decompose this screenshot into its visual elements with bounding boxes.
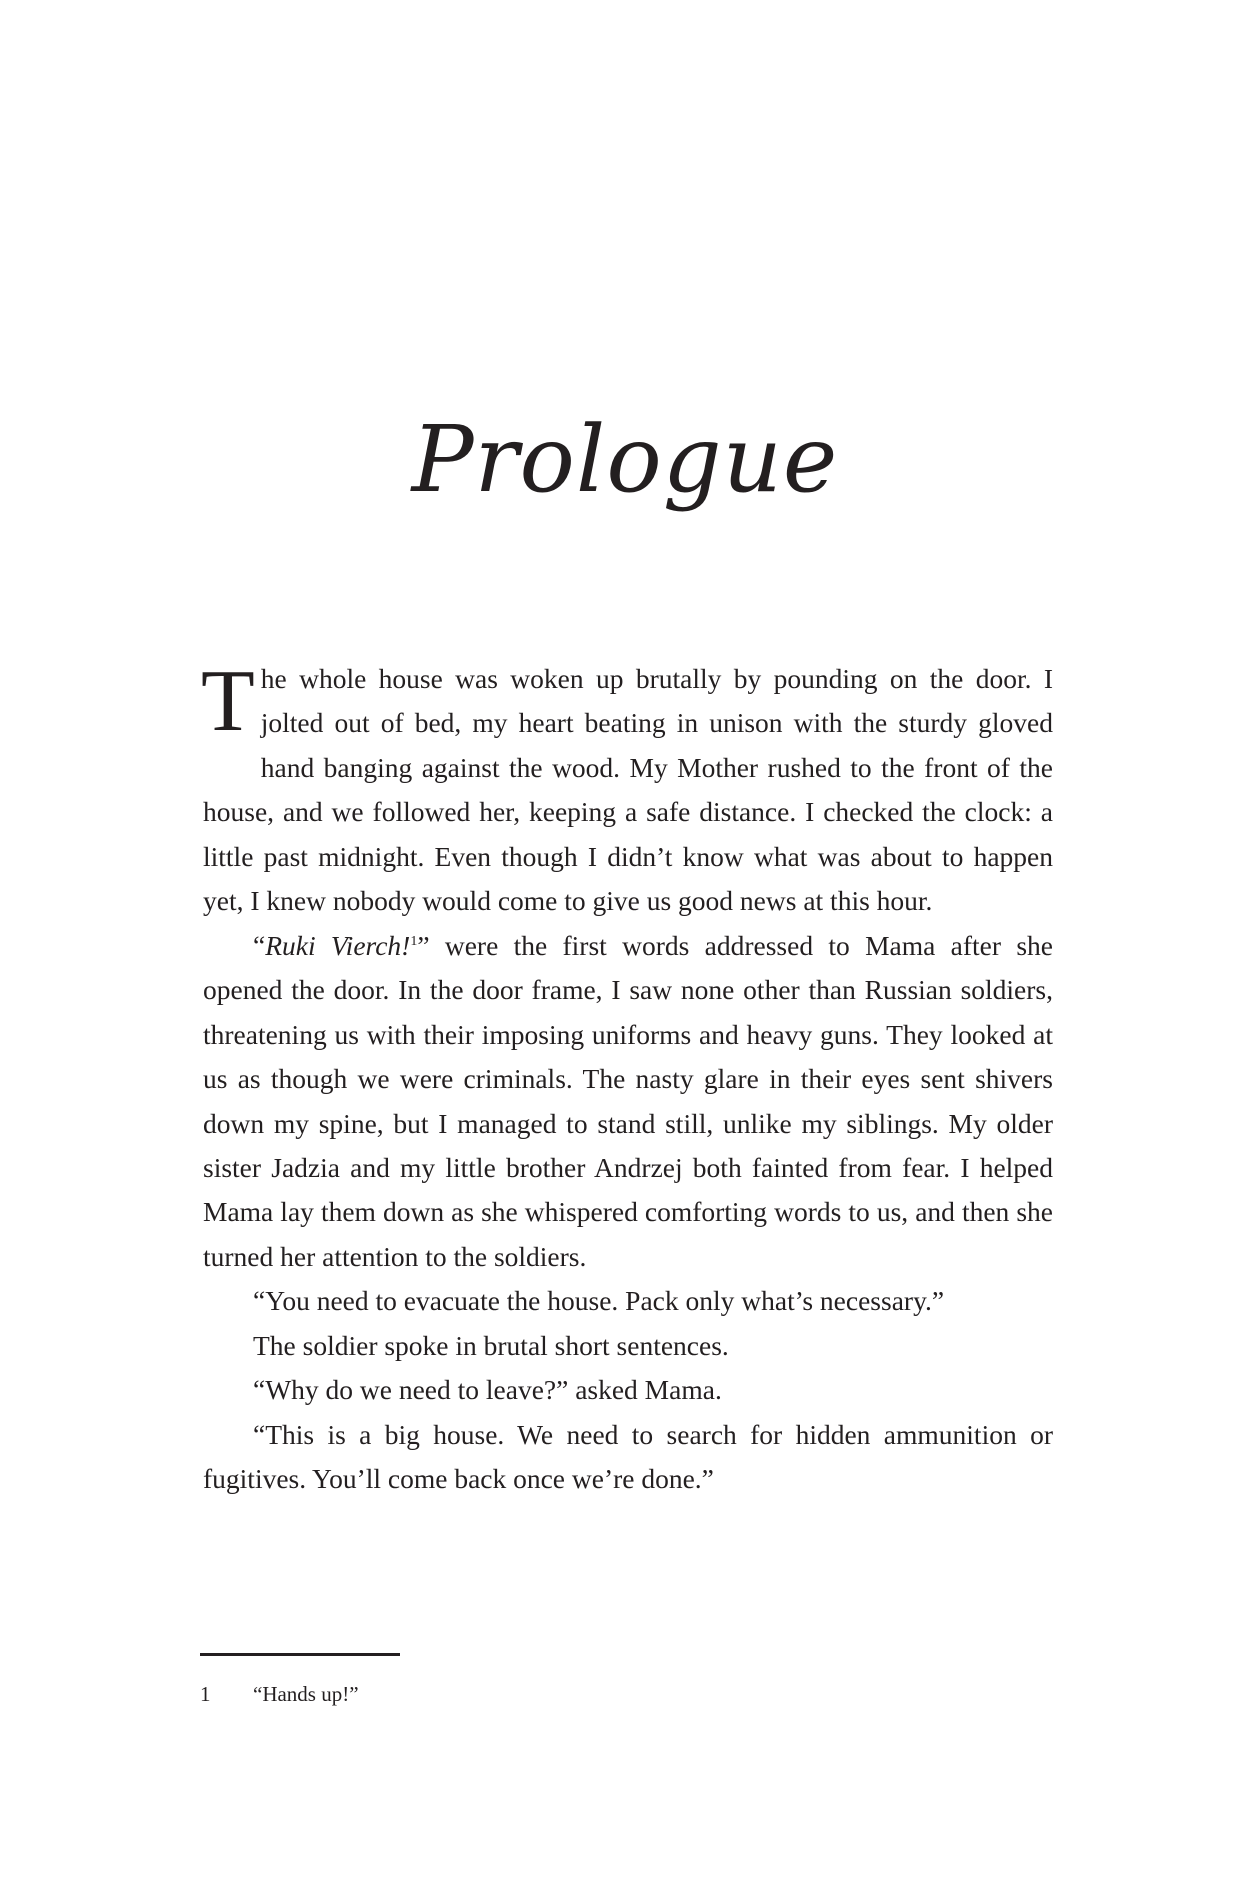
open-quote: “: [253, 929, 266, 961]
footnote-1: [200, 1680, 359, 1708]
paragraph-4: The soldier spoke in brutal short sentences.: [253, 1329, 729, 1361]
paragraph-6: “This is a big house. We need to search for hidden ammunition or fugitives. You’ll come back once we’re done.”: [203, 1418, 1053, 1495]
chapter-body: [201, 653, 1053, 1502]
footnote-number: 1: [200, 1682, 211, 1706]
footnote-divider: [200, 1653, 400, 1656]
paragraph-1: [201, 653, 1053, 924]
drop-cap: T: [201, 653, 255, 750]
footnote-reference[interactable]: 1: [410, 933, 418, 949]
paragraph-5: “Why do we need to leave?” asked Mama.: [253, 1374, 722, 1406]
chapter-title: Prologue: [411, 406, 839, 513]
footnote-text: “Hands up!”: [253, 1682, 359, 1706]
paragraph-2-text: ” were the first words addressed to Mama after she opened the door. In the door frame, I saw none other than Russian soldiers, threatening us with their imposing uniforms and heavy guns. They looked at us as though we were criminals. The nasty glare in their eyes sent shivers down my spine, but I managed to stand still, unlike my siblings. My older sister Jadzia and my little brother Andrzej both fainted from fear. I helped Mama lay them down as she whispered comforting words to us, and then she turned her attention to the soldiers.: [203, 929, 1053, 1272]
paragraph-1-text: he whole house was woken up brutally by pounding on the door. I jolted out of bed, my heart beating in unison with the sturdy gloved hand banging against the wood. My Mother rushed to the front of the house, and we followed her, keeping a safe distance. I checked the clock: a little past midnight. Even though I didn’t know what was about to happen yet, I knew nobody would come to give us good news at this hour.: [203, 663, 1053, 917]
paragraph-3: “You need to evacuate the house. Pack only what’s necessary.”: [253, 1285, 945, 1317]
russian-phrase: Ruki Vierch!: [265, 929, 411, 961]
paragraph-2: [203, 924, 1053, 1280]
